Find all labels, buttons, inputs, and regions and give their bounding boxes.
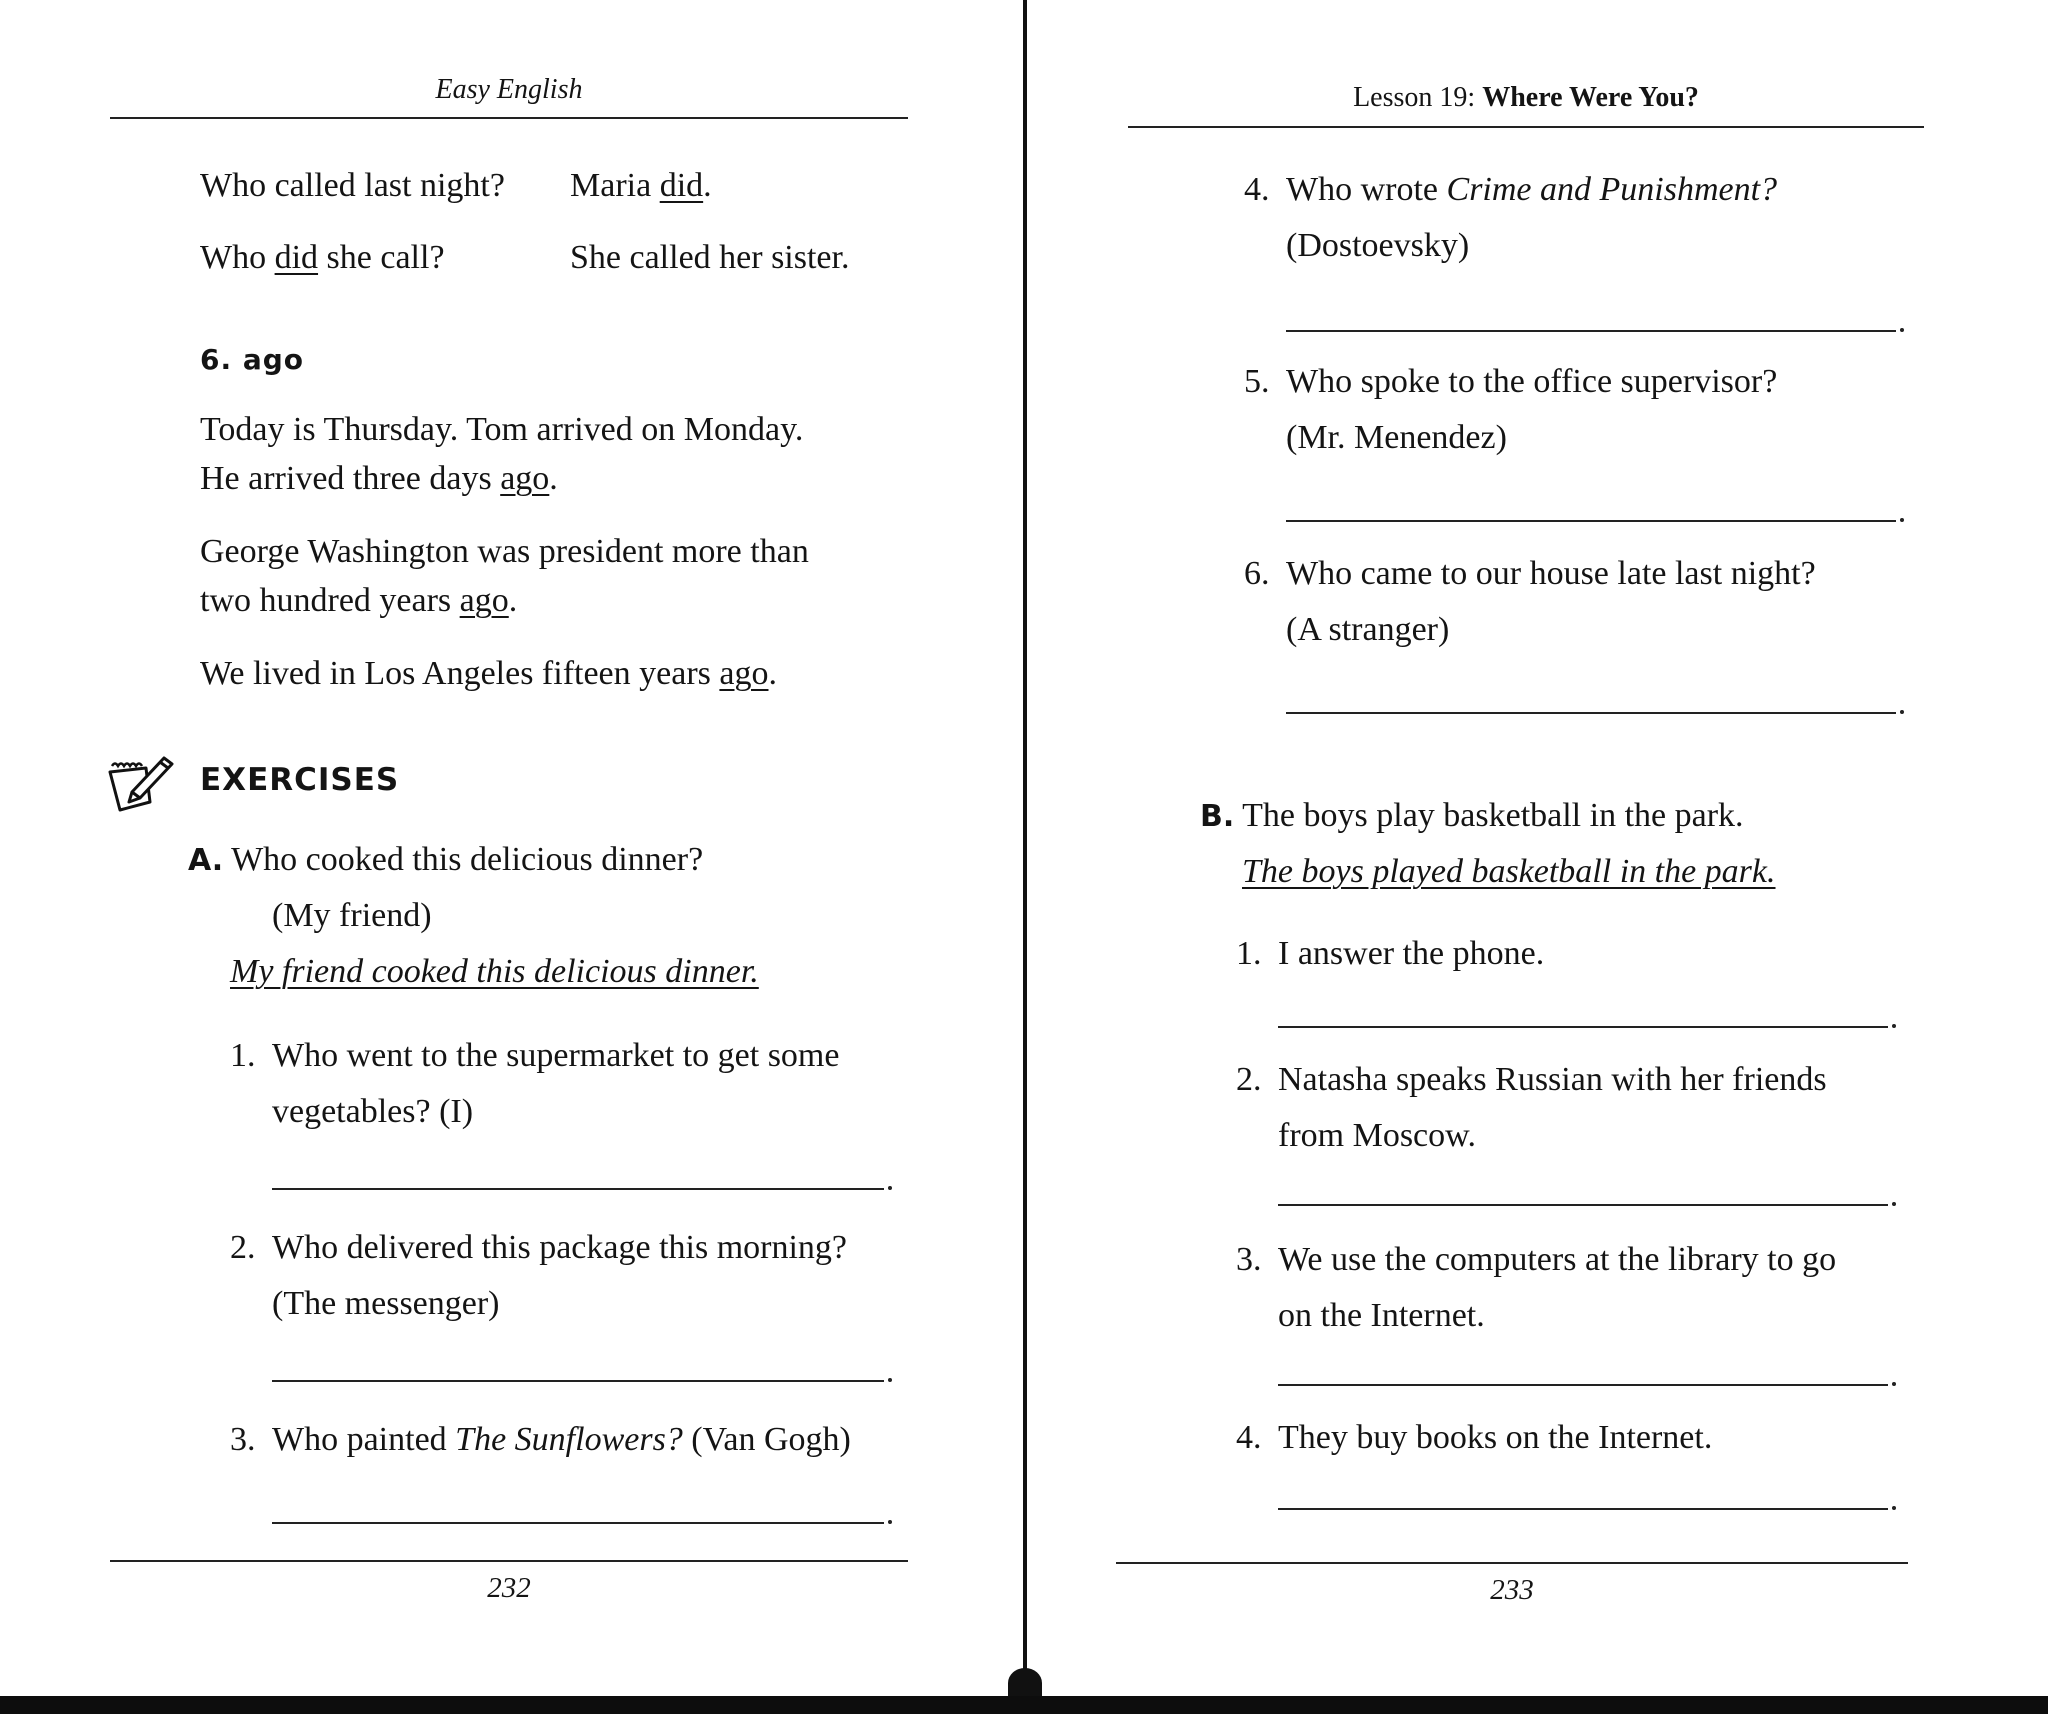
ago-example-1-line-1-text: Today is Thursday. Tom arrived on Monday. [200, 411, 804, 448]
exercise-a-cue: (My friend) [272, 897, 432, 934]
answer-blank-b1[interactable] [1278, 1026, 1888, 1028]
ago-example-1-period: . [549, 460, 558, 497]
qa-question-1-text: Who called last night? [200, 167, 505, 204]
ago-underlined: ago [500, 460, 550, 497]
exercise-b-prompt: The boys play basketball in the park. [1242, 797, 1744, 834]
item-sentence: They buy books on the Internet. [1278, 1419, 1713, 1456]
book-spine [1023, 0, 1027, 1714]
item-sentence: We use the computers at the library to go [1278, 1241, 1837, 1278]
ago-example-3-period: . [768, 655, 777, 692]
ago-example-2-line-1 [200, 532, 809, 572]
exercise-b-item-3 [1236, 1232, 1836, 1344]
exercise-a-example-answer: My friend cooked this delicious dinner. [230, 953, 759, 990]
answer-blank-b4[interactable] [1278, 1508, 1888, 1510]
page-number: 233 [1490, 1574, 1534, 1606]
exercise-b-item-1 [1236, 926, 1544, 982]
item-sentence: I answer the phone. [1278, 935, 1545, 972]
answer-blank-a2[interactable] [272, 1380, 884, 1382]
answer-blank-a5[interactable] [1286, 520, 1896, 522]
exercise-a-item-1 [230, 1028, 839, 1140]
exercise-a-item-6 [1244, 546, 1816, 658]
item-number: 5. [1244, 363, 1270, 400]
exercise-a-item-5 [1244, 354, 1777, 466]
header-rule [1128, 126, 1924, 128]
item-cue: (Van Gogh) [682, 1421, 851, 1458]
qa-question-2-underlined: did [274, 239, 319, 276]
item-title-italic: Crime and Punishment? [1446, 171, 1778, 208]
qa-question-2-part-3: she call? [318, 239, 445, 276]
item-title-italic: The Sunflowers? [455, 1421, 683, 1458]
item-sentence: Natasha speaks Russian with her friends [1278, 1061, 1827, 1098]
answer-blank-a4[interactable] [1286, 330, 1896, 332]
page-number: 232 [487, 1572, 531, 1604]
running-head [1128, 82, 1924, 114]
item-question: Who painted [272, 1421, 456, 1458]
item-number: 3. [1236, 1241, 1262, 1278]
exercise-b-label: B. [1200, 799, 1235, 834]
item-number: 4. [1236, 1419, 1262, 1456]
qa-answer-2 [570, 238, 849, 278]
item-cue: (The messenger) [272, 1285, 500, 1322]
section-heading: 6. ago [200, 343, 305, 376]
answer-blank-b3[interactable] [1278, 1384, 1888, 1386]
ago-example-2-line-1-text: George Washington was president more than [200, 533, 809, 570]
qa-answer-1-underlined: did [659, 167, 704, 204]
ago-example-3-text: We lived in Los Angeles fifteen years [200, 655, 720, 692]
answer-blank-a3[interactable] [272, 1522, 884, 1524]
footer-rule [1116, 1562, 1908, 1564]
qa-question-2-part-1: Who [200, 239, 275, 276]
item-cue: (A stranger) [1286, 611, 1450, 648]
item-question: Who delivered this package this morning? [272, 1229, 847, 1266]
qa-question-1 [200, 166, 505, 206]
ago-example-2-period: . [508, 582, 518, 619]
item-number: 1. [1236, 935, 1262, 972]
running-head-lesson: Lesson 19: [1353, 82, 1483, 113]
exercise-b-example-answer: The boys played basketball in the park. [1242, 853, 1776, 890]
item-question: Who went to the supermarket to get some [272, 1037, 840, 1074]
ago-example-3 [200, 654, 777, 694]
exercise-a-item-2 [230, 1220, 847, 1332]
item-cue: (Mr. Menendez) [1286, 419, 1507, 456]
exercise-a-item-4 [1244, 162, 1777, 274]
answer-blank-a1[interactable] [272, 1188, 884, 1190]
exercise-b-prompt-line [1200, 796, 1744, 837]
answer-blank-b2[interactable] [1278, 1204, 1888, 1206]
item-number: 2. [1236, 1061, 1262, 1098]
exercise-b-item-4 [1236, 1410, 1712, 1466]
exercises-heading: EXERCISES [200, 762, 400, 798]
running-head-title: Where Were You? [1482, 82, 1699, 113]
item-number: 6. [1244, 555, 1270, 592]
ago-example-1-line-2-text: He arrived three days [200, 460, 501, 497]
qa-answer-2-text: She called her sister. [570, 239, 850, 276]
running-head: Easy English [435, 74, 583, 105]
qa-answer-1 [570, 166, 712, 206]
ago-example-2-line-2 [200, 581, 517, 621]
footer-rule [110, 1560, 908, 1562]
item-question: Who came to our house late last night? [1286, 555, 1816, 592]
answer-blank-a6[interactable] [1286, 712, 1896, 714]
left-page [0, 0, 1018, 1714]
exercise-b-item-2 [1236, 1052, 1827, 1164]
exercise-a-prompt-line [188, 840, 703, 881]
qa-answer-1-part-3: . [703, 167, 712, 204]
qa-answer-1-part-1: Maria [570, 167, 660, 204]
ago-example-1-line-2 [200, 459, 558, 499]
item-sentence-cont: on the Internet. [1278, 1297, 1485, 1334]
exercise-a-label: A. [188, 843, 224, 878]
item-number: 1. [230, 1037, 256, 1074]
item-number: 4. [1244, 171, 1270, 208]
item-question: Who spoke to the office supervisor? [1286, 363, 1778, 400]
item-number: 2. [230, 1229, 256, 1266]
qa-question-2 [200, 238, 445, 278]
notepad-pencil-icon [106, 752, 178, 814]
item-sentence-cont: from Moscow. [1278, 1117, 1476, 1154]
ago-underlined: ago [459, 582, 509, 619]
exercise-a-prompt: Who cooked this delicious dinner? [231, 841, 704, 878]
ago-example-2-line-2-text: two hundred years [200, 582, 460, 619]
header-rule [110, 117, 908, 119]
ago-example-1-line-1 [200, 410, 803, 450]
item-cue: (Dostoevsky) [1286, 227, 1470, 264]
item-number: 3. [230, 1421, 256, 1458]
ago-underlined: ago [719, 655, 769, 692]
book-bottom-edge [0, 1696, 2048, 1714]
item-question: Who wrote [1286, 171, 1447, 208]
right-page [1030, 0, 2048, 1714]
item-cue: vegetables? (I) [272, 1093, 474, 1130]
exercise-a-item-3 [230, 1412, 851, 1468]
